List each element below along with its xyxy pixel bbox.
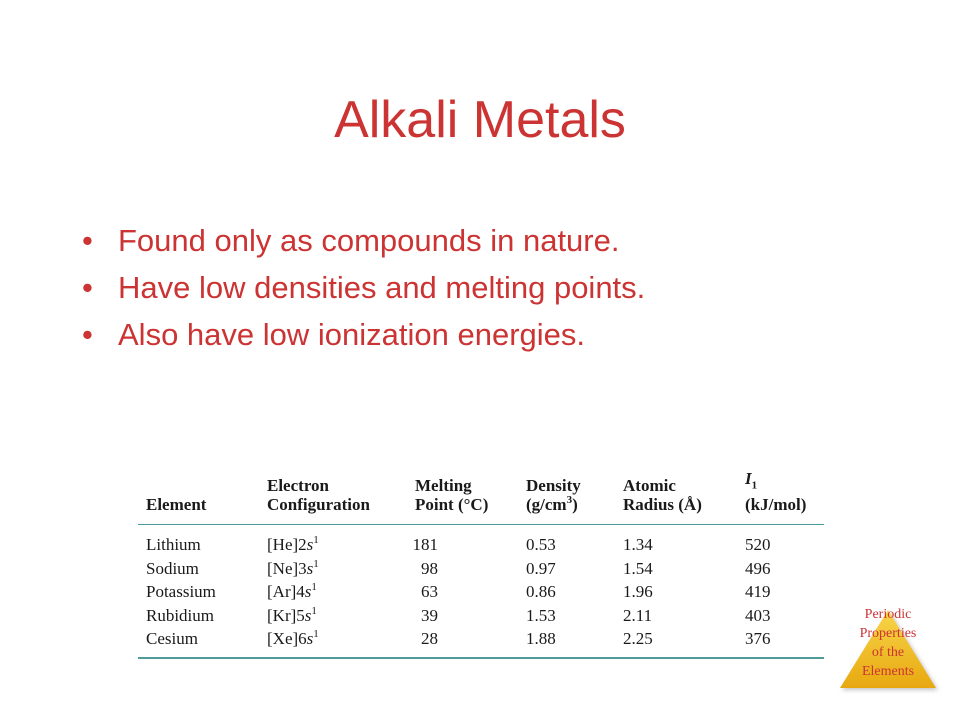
bullet-item [82,312,645,359]
badge-line: Properties [859,626,917,641]
bullet-dot: • [82,223,93,258]
table-row [138,627,824,658]
cell-melting-point: 63 [421,582,438,602]
header-melting-point: Melting Point (°C) [407,469,518,525]
cell-configuration: $[Kr]5s^1$ [267,604,317,625]
cell-configuration: $[Ar]4s^1$ [267,581,317,602]
table-header-row [138,469,824,525]
cell-melting-point: 181 [412,535,438,555]
cell-atomic-radius: 1.54 [623,558,653,578]
alkali-metals-table [138,469,824,659]
cell-atomic-radius: 2.11 [623,605,653,625]
bullet-dot: • [82,270,93,305]
cell-configuration: $[He]2s^1$ [267,534,319,555]
badge-line: Periodic [864,607,912,622]
badge-line: of the [871,645,905,660]
cell-ionization-energy: 496 [745,558,771,578]
cell-element: Rubidium [146,605,215,625]
header-electron-configuration: Electron Configuration [259,469,407,525]
bullet-item [82,265,645,312]
cell-element: Cesium [138,627,259,658]
cell-melting-point: 39 [421,605,438,625]
header-ionization-energy: $I_1$ (kJ/mol) [737,469,824,525]
cell-melting-point: 28 [407,627,518,658]
header-atomic-radius: Atomic Radius (Å) [615,469,737,525]
cell-density: 0.97 [526,558,556,578]
cell-ionization-energy: 520 [745,535,771,555]
header-density: Density $(g/cm^3)$ [518,469,615,525]
cell-configuration: $[Ne]3s^1$ [267,557,319,578]
cell-atomic-radius: 2.25 [615,627,737,658]
cell-ionization-energy: 376 [737,627,824,658]
cell-density: 0.86 [526,582,556,602]
bullet-dot: • [82,317,93,352]
cell-density: 1.53 [526,605,556,625]
table-row [138,604,824,628]
cell-element: Lithium [146,535,201,555]
header-element: Element [138,469,259,525]
badge-line: Elements [861,664,915,679]
table-row [138,525,824,557]
cell-atomic-radius: 1.34 [623,535,653,555]
cell-melting-point: 98 [421,558,438,578]
bullet-text: Have low densities and melting points. [118,270,646,305]
table-row [138,580,824,604]
cell-ionization-energy: 419 [745,582,771,602]
bullet-item [82,218,645,265]
cell-density: 0.53 [526,535,556,555]
cell-configuration: $[Xe]6s^1$ [259,627,407,658]
cell-element: Potassium [146,582,216,602]
periodic-properties-badge-label [836,605,940,681]
cell-atomic-radius: 1.96 [623,582,653,602]
slide-title: Alkali Metals [334,91,626,149]
cell-element: Sodium [146,558,199,578]
bullet-text: Found only as compounds in nature. [118,223,620,258]
cell-density: 1.88 [518,627,615,658]
table-row [138,557,824,581]
bullet-list [82,218,645,359]
bullet-text: Also have low ionization energies. [118,317,585,352]
cell-ionization-energy: 403 [745,605,771,625]
